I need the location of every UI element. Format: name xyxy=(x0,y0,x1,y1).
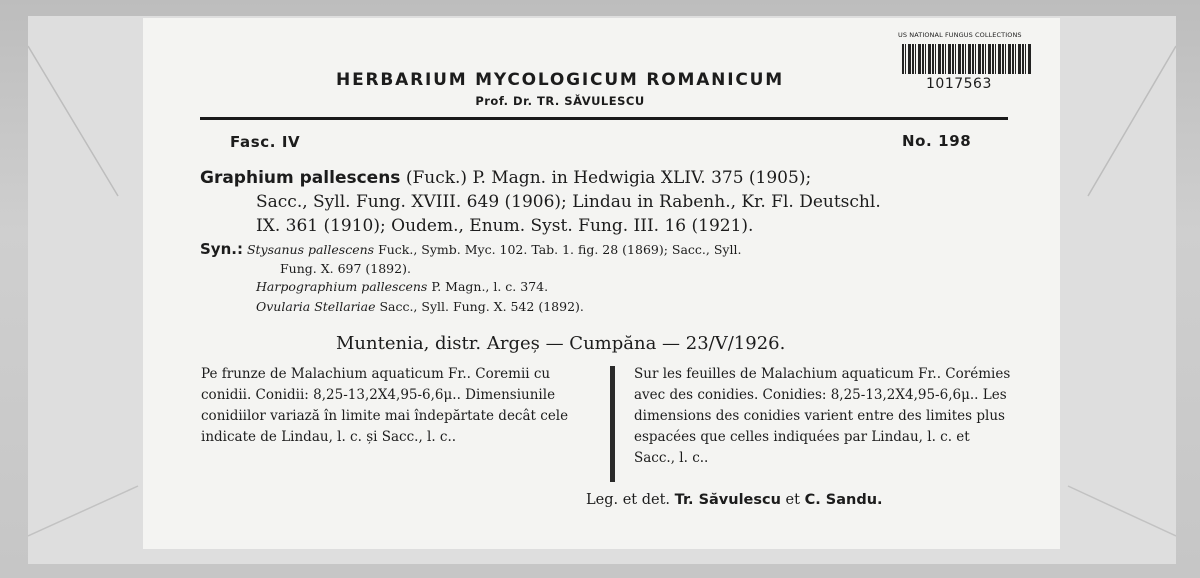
synonym-1 xyxy=(200,240,741,258)
barcode-caption: US NATIONAL FUNGUS COLLECTIONS xyxy=(898,31,1022,39)
taxon-name: Graphium pallescens xyxy=(200,168,401,188)
taxon-citation-2: Sacc., Syll. Fung. XVIII. 649 (1906); Lindau in Rabenh., Kr. Fl. Deutschl. xyxy=(256,192,881,212)
synonym-label: Syn.: xyxy=(200,240,243,258)
collector-1: Tr. Săvulescu xyxy=(674,492,781,508)
legend-prefix: Leg. et det. xyxy=(586,492,675,508)
synonym-2-citation: P. Magn., l. c. 374. xyxy=(427,279,549,294)
specimen-number: No. 198 xyxy=(902,132,972,150)
herbarium-director: Prof. Dr. TR. SĂVULESCU xyxy=(475,94,645,108)
synonym-2 xyxy=(256,279,548,294)
herbarium-title: HERBARIUM MYCOLOGICUM ROMANICUM xyxy=(336,70,784,90)
barcode-icon xyxy=(902,44,1032,74)
column-divider xyxy=(610,366,615,482)
description-romanian: Pe frunze de Malachium aquaticum Fr.. Coremii cu conidii. Conidii: 8,25-13,2X4,95-6,6μ.. Dimensiunile conidiilor variază în limite mai îndepărtate decât cele indicate de Lindau, l. c. și Sacc., l. c.. xyxy=(201,366,569,445)
synonym-3 xyxy=(256,299,584,314)
taxon-name-line xyxy=(200,168,811,188)
collector-line xyxy=(586,492,883,508)
synonym-1-continued: Fung. X. 697 (1892). xyxy=(280,261,411,276)
synonym-2-name: Harpographium pallescens xyxy=(256,279,428,294)
header-rule xyxy=(200,117,1008,120)
locality-line: Muntenia, distr. Argeș — Cumpăna — 23/V/1926. xyxy=(336,333,786,354)
synonym-3-name: Ovularia Stellariae xyxy=(256,299,376,314)
taxon-citation-3: IX. 361 (1910); Oudem., Enum. Syst. Fung. III. 16 (1921). xyxy=(256,216,754,236)
synonym-3-citation: Sacc., Syll. Fung. X. 542 (1892). xyxy=(375,299,584,314)
fascicle-label: Fasc. IV xyxy=(230,133,301,151)
barcode-number: 1017563 xyxy=(926,76,992,92)
description-french: Sur les feuilles de Malachium aquaticum Fr.. Corémies avec des conidies. Conidies: 8,25-13,2X4,95-6,6μ.. Les dimensions des conidies varient entre des limites plus espacées que celles indiquées par Lindau, l. c. et Sacc., l. c.. xyxy=(634,366,1011,466)
taxon-citation: (Fuck.) P. Magn. in Hedwigia XLIV. 375 (1905); xyxy=(400,168,812,188)
collector-2: C. Sandu. xyxy=(804,492,883,508)
synonym-1-citation: Fuck., Symb. Myc. 102. Tab. 1. fig. 28 (1869); Sacc., Syll. xyxy=(374,242,742,257)
barcode-block xyxy=(898,31,1038,95)
legend-conjunction: et xyxy=(780,492,805,508)
synonym-1-name: Stysanus pallescens xyxy=(246,242,375,257)
